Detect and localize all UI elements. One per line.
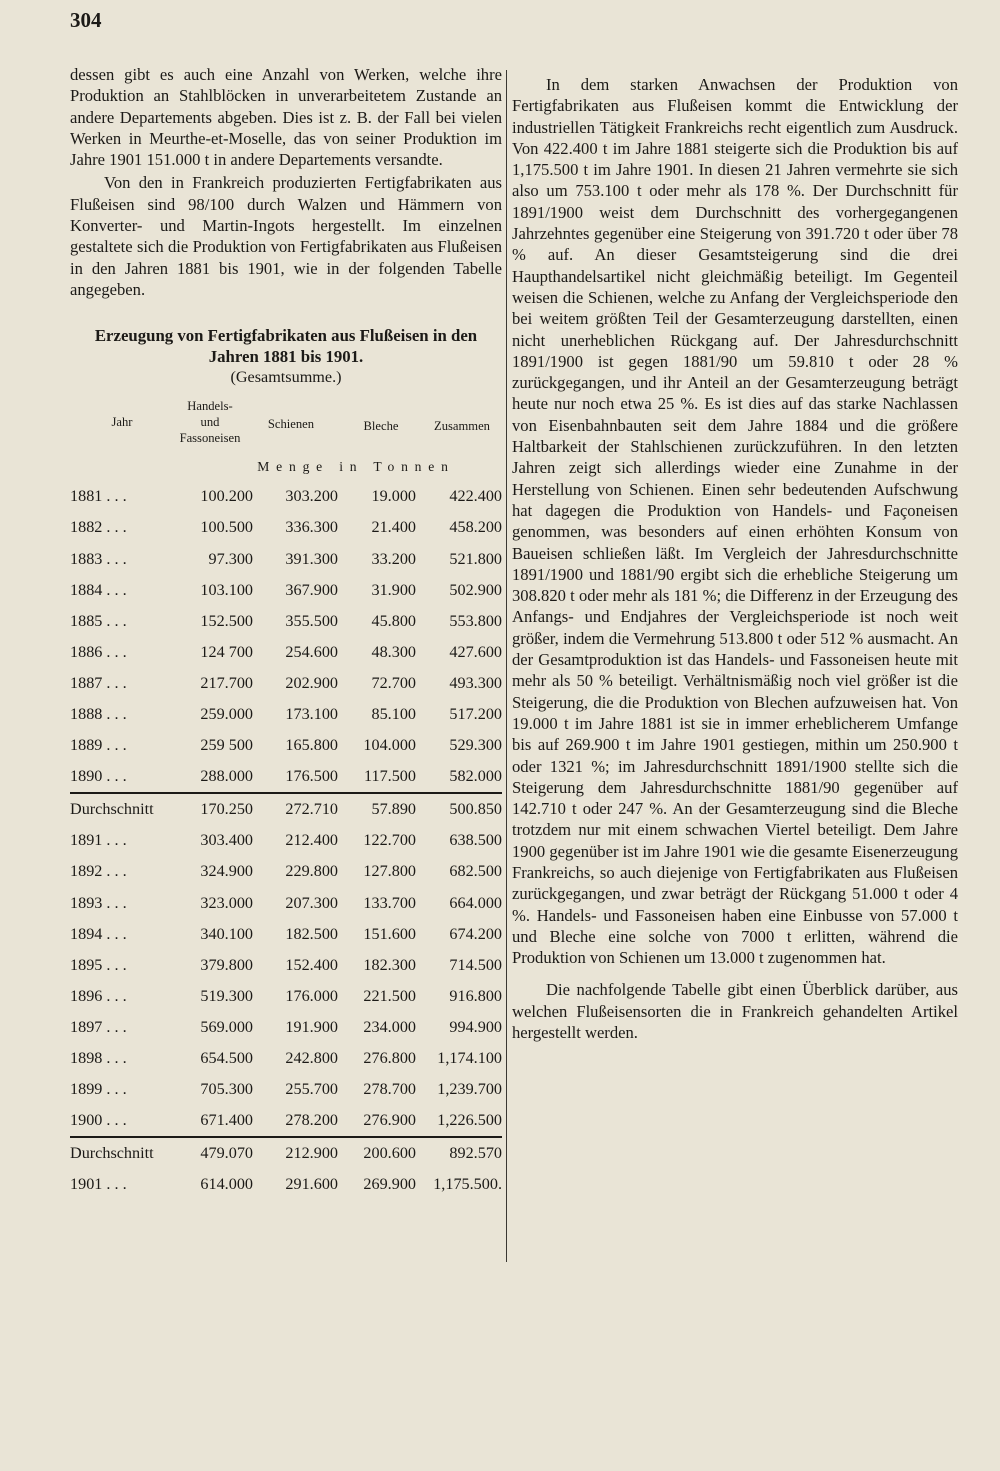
cell-bleche: 122.700: [363, 831, 416, 850]
cell-handels: 671.400: [178, 1105, 253, 1137]
cell-year: 1901 . . .: [70, 1175, 127, 1194]
cell-year: Durchschnitt: [70, 800, 154, 819]
cell-schienen: 165.800: [285, 736, 338, 755]
header-zusammen: Zusammen: [434, 419, 490, 434]
cell-schienen: 152.400: [285, 955, 338, 974]
cell-handels: 217.700: [200, 673, 253, 692]
right-paragraph-2: Die nachfolgende Tabelle gibt einen Überblick darüber, aus welchen Flußeisensorten die in Frankreich gehandelten Artikel hergestellt werden.: [512, 980, 958, 1043]
cell-year: 1900 . . .: [70, 1105, 178, 1137]
cell-bleche: 182.300: [363, 955, 416, 974]
page-number: 304: [70, 8, 102, 32]
cell-handels: 569.000: [200, 1017, 253, 1036]
cell-zusammen: 502.900: [449, 580, 502, 599]
table-row: [70, 668, 502, 699]
cell-handels: 100.200: [200, 487, 253, 506]
cell-bleche: 85.100: [371, 704, 416, 723]
table-row: [70, 575, 502, 606]
cell-bleche: 57.890: [371, 800, 416, 819]
table-row: [70, 512, 502, 543]
table-unit: Menge in Tonnen: [257, 459, 455, 475]
cell-bleche: 221.500: [363, 986, 416, 1005]
cell-handels: 288.000: [178, 761, 253, 793]
cell-handels: 324.900: [200, 862, 253, 881]
table-row: [70, 950, 502, 981]
cell-handels: 340.100: [200, 924, 253, 943]
cell-zusammen: 582.000: [416, 761, 502, 793]
left-paragraph-2: Von den in Frankreich produzierten Fertigfabrikaten aus Flußeisen sind 98/100 durch Walzen und Hämmern von Konverter- und Martin-Ingots hergestellt. Im einzelnen gestaltete sich die Produktion von Fertigfabrikaten aus Flußeisen in den Jahren 1881 bis 1901, wie in der folgenden Tabelle angegeben.: [70, 173, 502, 299]
right-paragraph-1: In dem starken Anwachsen der Produktion von Fertigfabrikaten aus Flußeisen kommt die Entwicklung der industriellen Tätigkeit Frankreichs recht eigentlich zum Ausdruck. Von 422.400 t im Jahre 1881 steigerte sich die Produktion bis auf 1,175.500 t im Jahre 1901. In diesen 21 Jahren vermehrte sie sich also um 753.100 t oder mehr als 178 %. Der Durchschnitt für 1891/1900 weist dem Durchschnitt des vorhergegangenen Jahrzehntes gegenüber eine Steigerung von 391.720 t oder über 78 % auf. An dieser Gesamtsteigerung sind die drei Haupthandelsartikel nicht gleichmäßig beteiligt. Im Gegenteil weisen die Schienen, welche zu Anfang der Vergleichsperiode den bei weitem größten Teil der Gesamterzeugung darstellten, einen nicht unerheblichen Rückgang auf. Der Jahresdurchschnitt 1891/1900 ist gegen 1881/90 um 59.810 t oder 28 % zurückgegangen, und ihr Anteil an der Gesamterzeugung beträgt heute nur noch etwa 25 %. Es ist dies auf das starke Nachlassen von Eisenbahnbauten seit dem Jahre 1884 und die größere Haltbarkeit der Stahlschienen zurückzuführen. In den letzten Jahren zeigt sich allerdings wieder eine Zunahme in der Herstellung von Schienen. Einen sehr bedeutenden Aufschwung hat dagegen die Produktion von Handels- und Façoneisen genommen, was besonders auf einen erhöhten Konsum von Baueisen schließen läßt. Im Vergleich der Jahresdurchschnitte 1891/1900 und 1881/90 ergibt sich die erhebliche Steigerung um 308.820 t oder mehr als 181 %; die Differenz in der Erzeugung des Anfangs- und Endjahres der Vergleichsperiode ist noch weit größer, indem die Vermehrung 513.800 t oder 512 % ausmacht. An der Gesamtproduktion ist das Handels- und Fassoneisen heute mit mehr als 50 % beteiligt. Verhältnismäßig noch viel größer ist die Steigerung, die die Produktion von Blechen aufzuweisen hat. Von 19.000 t im Jahre 1881 ist sie in immer erheblicherem Umfange bis auf 269.900 t im Jahre 1901 gestiegen, mithin um 250.900 t oder 1321 %; im Jahresdurchschnitt 1891/1900 stellte sich die Steigerung dem Jahresdurchschnitte 1881/90 gegenüber auf 142.710 t oder 247 %. An der Gesamterzeugung sind die Bleche trotzdem nur mit einem schwachen Viertel beteiligt. Dem Jahre 1900 gegenüber ist im Jahre 1901 wie die gesamte Eisenerzeugung Frankreichs, so auch diejenige von Fertigfabrikaten aus Flußeisen zurückgegangen, und zwar beträgt der Rückgang 51.000 t oder 4 %. Handels- und Fassoneisen haben eine Einbusse von 57.000 t und Bleche eine solche von 7000 t erlitten, während die Produktion von Schienen um 13.000 t zugenommen hat.: [512, 75, 958, 968]
table-row: [70, 1169, 502, 1200]
header-schienen: Schienen: [267, 417, 315, 432]
cell-year: 1886 . . .: [70, 642, 127, 661]
cell-schienen: 212.400: [285, 831, 338, 850]
cell-year: 1893 . . .: [70, 893, 127, 912]
table-row: [70, 699, 502, 730]
table-row: [70, 981, 502, 1012]
header-bleche: Bleche: [363, 419, 399, 434]
table-subtitle: (Gesamtsumme.): [230, 368, 342, 387]
table-row: [70, 887, 502, 918]
cell-schienen: 303.200: [285, 487, 338, 506]
table-row: [70, 761, 502, 793]
cell-bleche: 19.000: [371, 487, 416, 506]
cell-schienen: 202.900: [285, 673, 338, 692]
cell-zusammen: 714.500: [449, 955, 502, 974]
table-row: [70, 1012, 502, 1043]
table-row: [70, 1043, 502, 1074]
cell-year: 1883 . . .: [70, 549, 127, 568]
cell-handels: 705.300: [200, 1080, 253, 1099]
cell-zusammen: 916.800: [449, 986, 502, 1005]
cell-year: 1882 . . .: [70, 518, 127, 537]
cell-handels: 519.300: [200, 986, 253, 1005]
left-paragraph-1: dessen gibt es auch eine Anzahl von Werken, welche ihre Produktion an Stahlblöcken in unverarbeitetem Zustande an andere Departements abgeben. Dies ist z. B. der Fall bei vielen Werken in Meurthe-et-Moselle, das von seiner Produktion im Jahre 1901 151.000 t in andere Departements versandte.: [70, 65, 502, 170]
cell-schienen: 391.300: [285, 549, 338, 568]
cell-zusammen: 493.300: [449, 673, 502, 692]
table-row: [70, 543, 502, 574]
cell-zusammen: 1,239.700: [437, 1080, 502, 1099]
cell-zusammen: 458.200: [449, 518, 502, 537]
cell-year: 1892 . . .: [70, 862, 127, 881]
cell-year: 1895 . . .: [70, 955, 127, 974]
cell-bleche: 276.800: [363, 1049, 416, 1067]
table-row: [70, 1074, 502, 1105]
cell-bleche: 234.000: [363, 1017, 416, 1036]
cell-zusammen: 1,226.500: [416, 1105, 502, 1137]
table-row: [70, 481, 502, 512]
cell-year: 1898 . . .: [70, 1049, 127, 1067]
header-handels-line3: Fassoneisen: [179, 431, 241, 446]
cell-year: 1891 . . .: [70, 831, 127, 850]
table-row: [70, 919, 502, 950]
cell-schienen: 191.900: [285, 1017, 338, 1036]
table-title: Erzeugung von Fertigfabrikaten aus Flußeisen in den Jahren 1881 bis 1901.: [94, 326, 478, 367]
cell-bleche: 45.800: [371, 611, 416, 630]
cell-bleche: 200.600: [363, 1144, 416, 1163]
cell-zusammen: 427.600: [449, 642, 502, 661]
table-row: [70, 730, 502, 761]
production-table: [70, 481, 502, 1200]
cell-zusammen: 521.800: [449, 549, 502, 568]
cell-zusammen: 517.200: [449, 704, 502, 723]
table-row: [70, 637, 502, 668]
cell-year: 1896 . . .: [70, 986, 127, 1005]
cell-zusammen: 892.570: [449, 1144, 502, 1163]
cell-handels: 124 700: [200, 642, 253, 661]
cell-handels: 170.250: [200, 800, 253, 819]
cell-schienen: 278.200: [253, 1105, 338, 1137]
cell-schienen: 176.000: [285, 986, 338, 1005]
cell-zusammen: 422.400: [449, 487, 502, 506]
cell-handels: 323.000: [200, 893, 253, 912]
column-divider: [506, 70, 507, 1262]
cell-year: 1884 . . .: [70, 580, 127, 599]
cell-zusammen: 1,174.100: [437, 1049, 502, 1067]
cell-year: 1885 . . .: [70, 611, 127, 630]
cell-bleche: 276.900: [338, 1105, 416, 1137]
table-row: [70, 856, 502, 887]
cell-schienen: 176.500: [253, 761, 338, 793]
cell-bleche: 133.700: [363, 893, 416, 912]
header-jahr: Jahr: [111, 415, 133, 430]
table-row: [70, 793, 502, 825]
cell-bleche: 151.600: [363, 924, 416, 943]
table-row: [70, 1105, 502, 1137]
cell-schienen: 242.800: [285, 1049, 338, 1067]
cell-schienen: 207.300: [285, 893, 338, 912]
cell-handels: 379.800: [200, 955, 253, 974]
cell-handels: 259 500: [200, 736, 253, 755]
cell-year: 1899 . . .: [70, 1080, 127, 1099]
cell-schienen: 336.300: [285, 518, 338, 537]
cell-schienen: 182.500: [285, 924, 338, 943]
cell-schienen: 229.800: [285, 862, 338, 881]
table-row: [70, 1137, 502, 1169]
cell-year: 1890 . . .: [70, 761, 178, 793]
cell-schienen: 291.600: [285, 1175, 338, 1194]
table-row: [70, 606, 502, 637]
cell-handels: 100.500: [200, 518, 253, 537]
cell-bleche: 72.700: [371, 673, 416, 692]
cell-schienen: 254.600: [285, 642, 338, 661]
cell-schienen: 272.710: [285, 800, 338, 819]
cell-zusammen: 664.000: [449, 893, 502, 912]
cell-zusammen: 1,175.500.: [433, 1175, 502, 1194]
table-header: [70, 395, 502, 455]
cell-zusammen: 638.500: [449, 831, 502, 850]
right-column: [512, 74, 958, 1043]
cell-bleche: 117.500: [338, 761, 416, 793]
header-handels-line2: und: [200, 415, 220, 430]
cell-bleche: 48.300: [371, 642, 416, 661]
table-row: [70, 825, 502, 856]
cell-bleche: 21.400: [371, 518, 416, 537]
cell-schienen: 355.500: [285, 611, 338, 630]
cell-schienen: 212.900: [285, 1144, 338, 1163]
header-handels-line1: Handels-: [187, 399, 233, 414]
cell-handels: 259.000: [200, 704, 253, 723]
cell-handels: 97.300: [208, 549, 253, 568]
cell-zusammen: 674.200: [449, 924, 502, 943]
cell-handels: 654.500: [200, 1049, 253, 1067]
cell-year: 1881 . . .: [70, 487, 127, 506]
cell-handels: 303.400: [200, 831, 253, 850]
cell-bleche: 104.000: [363, 736, 416, 755]
cell-schienen: 367.900: [285, 580, 338, 599]
cell-year: 1889 . . .: [70, 736, 127, 755]
cell-year: 1897 . . .: [70, 1017, 127, 1036]
cell-bleche: 31.900: [371, 580, 416, 599]
cell-schienen: 255.700: [285, 1080, 338, 1099]
left-column: [70, 64, 502, 1200]
cell-year: Durchschnitt: [70, 1144, 154, 1163]
cell-year: 1894 . . .: [70, 924, 127, 943]
cell-handels: 614.000: [200, 1175, 253, 1194]
cell-bleche: 278.700: [363, 1080, 416, 1099]
cell-zusammen: 553.800: [449, 611, 502, 630]
cell-zusammen: 500.850: [449, 800, 502, 819]
cell-handels: 479.070: [200, 1144, 253, 1163]
cell-bleche: 127.800: [363, 862, 416, 881]
cell-zusammen: 994.900: [449, 1017, 502, 1036]
cell-year: 1888 . . .: [70, 704, 127, 723]
cell-handels: 103.100: [200, 580, 253, 599]
cell-handels: 152.500: [200, 611, 253, 630]
cell-bleche: 269.900: [363, 1175, 416, 1194]
cell-year: 1887 . . .: [70, 673, 127, 692]
cell-bleche: 33.200: [371, 549, 416, 568]
cell-zusammen: 682.500: [449, 862, 502, 881]
cell-schienen: 173.100: [285, 704, 338, 723]
cell-zusammen: 529.300: [449, 736, 502, 755]
